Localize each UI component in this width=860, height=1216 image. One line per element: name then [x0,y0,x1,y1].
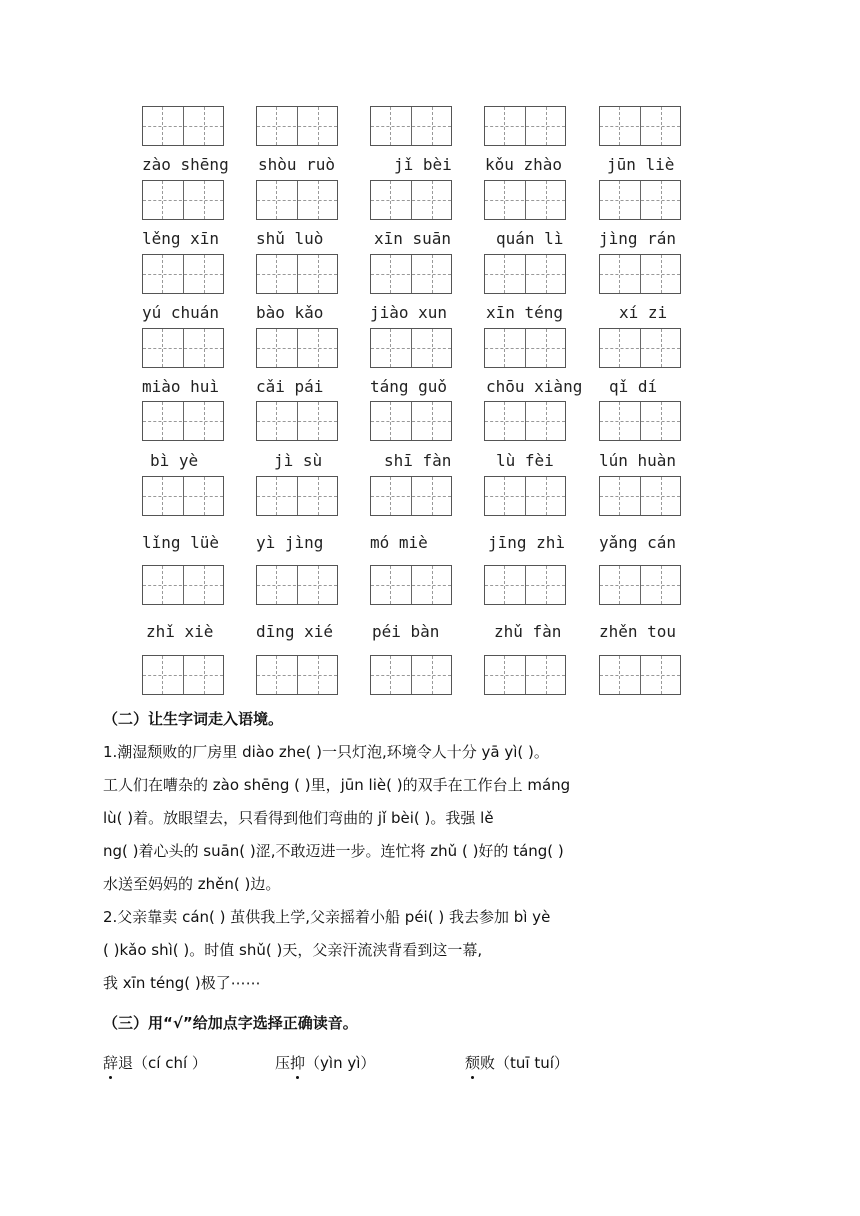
writing-box[interactable] [370,401,452,441]
writing-box[interactable] [142,328,224,368]
writing-box[interactable] [599,180,681,220]
pinyin-label: kǒu zhào [485,155,563,174]
writing-box[interactable] [484,106,566,146]
writing-box[interactable] [370,328,452,368]
pinyin-label: jìng rán [599,229,677,248]
pinyin-label: shī fàn [384,451,452,470]
writing-box[interactable] [370,655,452,695]
pinyin-label: bì yè [150,451,199,470]
pinyin-label: zào shēng [142,155,229,174]
writing-box[interactable] [484,476,566,516]
pinyin-label: bào kǎo [256,303,324,322]
section2-line-6: 2.父亲靠卖 cán( ) 茧供我上学,父亲摇着小船 péi( ) 我去参加 bì yè [103,908,551,926]
pinyin-label: lěng xīn [142,229,220,248]
dotted-character: 抑 [290,1054,306,1072]
pinyin-label: táng guǒ [370,377,448,396]
pinyin-label: miào huì [142,377,220,396]
pinyin-label: péi bàn [372,622,440,641]
pinyin-label: yì jìng [256,533,324,552]
section2-line-3: lù( )着。放眼望去，只看得到他们弯曲的 jǐ bèi( )。我强 lě [103,809,494,827]
writing-box[interactable] [370,106,452,146]
writing-box[interactable] [142,106,224,146]
dotted-character: 辞 [103,1054,119,1072]
writing-box[interactable] [599,476,681,516]
writing-box[interactable] [256,254,338,294]
pinyin-label: zhǐ xiè [146,622,214,641]
choice-options: （yìn yì） [305,1054,376,1072]
pinyin-label: lù fèi [496,451,554,470]
section2-line-5: 水送至妈妈的 zhěn( )边。 [103,875,281,893]
writing-box[interactable] [484,401,566,441]
writing-box[interactable] [599,328,681,368]
writing-box[interactable] [142,476,224,516]
writing-box[interactable] [599,401,681,441]
pinyin-label: cǎi pái [256,377,324,396]
writing-box[interactable] [370,254,452,294]
writing-box[interactable] [484,655,566,695]
writing-box[interactable] [370,476,452,516]
writing-box[interactable] [484,254,566,294]
pinyin-label: mó miè [370,533,428,552]
section2-line-7: ( )kǎo shì( )。时值 shǔ( )天，父亲汗流浃背看到这一幕, [103,941,483,959]
section2-line-8: 我 xīn téng( )极了⋯⋯ [103,974,261,992]
writing-box[interactable] [599,106,681,146]
pinyin-label: shòu ruò [258,155,336,174]
writing-box[interactable] [370,565,452,605]
pinyin-label: yǎng cán [599,533,677,552]
writing-box[interactable] [484,180,566,220]
choice-item-1 [103,1052,207,1073]
section2-line-4: ng( )着心头的 suān( )涩,不敢迈进一步。连忙将 zhǔ ( )好的 táng( ) [103,842,564,860]
writing-box[interactable] [256,655,338,695]
section2-line-1: 1.潮湿颓败的厂房里 diào zhe( )一只灯泡,环境令人十分 yā yì( )。 [103,743,549,761]
writing-box[interactable] [256,180,338,220]
pinyin-label: qǐ dí [609,377,658,396]
writing-box[interactable] [484,565,566,605]
writing-box[interactable] [256,565,338,605]
pinyin-label: xí zi [619,303,668,322]
writing-box[interactable] [256,106,338,146]
writing-box[interactable] [599,565,681,605]
pinyin-label: lún huàn [599,451,677,470]
pinyin-label: xīn suān [374,229,452,248]
writing-box[interactable] [142,254,224,294]
choice-item-2 [275,1052,375,1073]
writing-box[interactable] [142,180,224,220]
pinyin-label: jiào xun [370,303,448,322]
dotted-character: 颓 [465,1054,481,1072]
pinyin-label: jīng zhì [488,533,566,552]
writing-box[interactable] [256,401,338,441]
section3-heading: （三）用“√”给加点字选择正确读音。 [103,1014,358,1032]
writing-box[interactable] [599,254,681,294]
writing-box[interactable] [142,565,224,605]
writing-box[interactable] [142,655,224,695]
writing-box[interactable] [370,180,452,220]
pinyin-label: zhǔ fàn [494,622,562,641]
pinyin-label: quán lì [496,229,564,248]
pinyin-label: dīng xié [256,622,334,641]
pinyin-label: zhěn tou [599,622,677,641]
writing-box[interactable] [142,401,224,441]
pinyin-label: shǔ luò [256,229,324,248]
pinyin-label: jǐ bèi [394,155,452,174]
choice-options: 败（tuī tuí） [480,1054,569,1072]
pinyin-label: jūn liè [607,155,675,174]
choice-prefix: 压 [275,1054,291,1072]
writing-box[interactable] [599,655,681,695]
pinyin-label: xīn téng [486,303,564,322]
choice-options: 退（cí chí ） [118,1054,207,1072]
writing-box[interactable] [256,476,338,516]
writing-box[interactable] [256,328,338,368]
pinyin-label: lǐng lüè [142,533,220,552]
choice-item-3 [465,1052,569,1073]
pinyin-label: jì sù [274,451,323,470]
writing-box[interactable] [484,328,566,368]
pinyin-label: yú chuán [142,303,220,322]
pinyin-label: chōu xiàng [486,377,583,396]
section2-line-2: 工人们在嘈杂的 zào shēng ( )里，jūn liè( )的双手在工作台上 máng [103,776,571,794]
section2-heading: （二）让生字词走入语境。 [103,710,284,728]
